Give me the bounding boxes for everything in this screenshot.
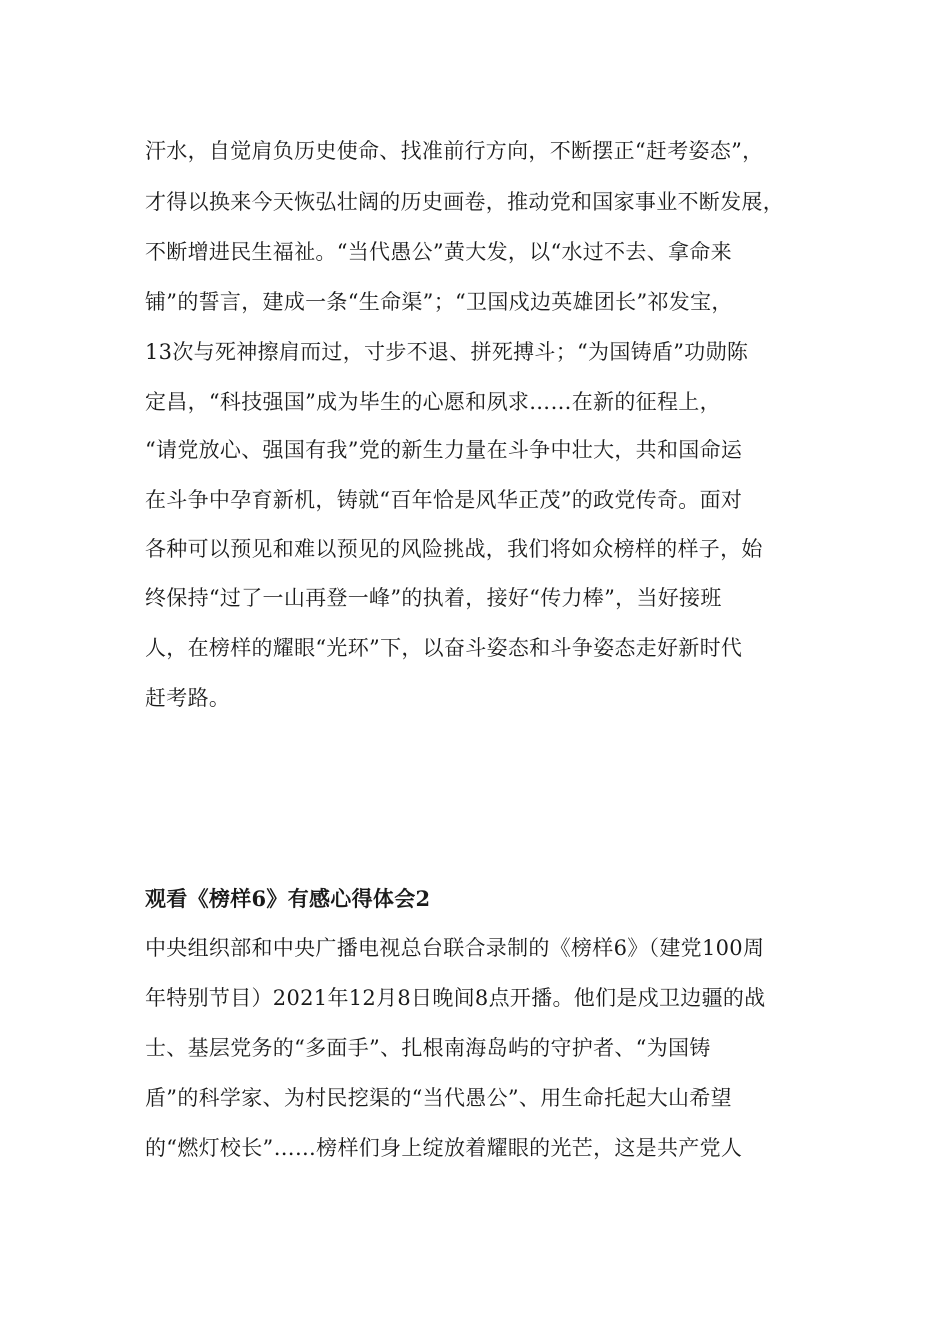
paragraph-line: 人，在榜样的耀眼“光环”下，以奋斗姿态和斗争姿态走好新时代 (145, 636, 743, 660)
paragraph-line: 年特别节目）2021年12月8日晚间8点开播。他们是戍卫边疆的战 (145, 986, 766, 1010)
paragraph-line: 各种可以预见和难以预见的风险挑战，我们将如众榜样的样子，始 (145, 537, 763, 561)
paragraph-line: 终保持“过了一山再登一峰”的执着，接好“传力棒”，当好接班 (145, 586, 722, 610)
paragraph-line: 中央组织部和中央广播电视总台联合录制的《榜样6》（建党100周 (145, 936, 765, 960)
paragraph-line: 不断增进民生福祉。“当代愚公”黄大发，以“水过不去、拿命来 (145, 240, 732, 264)
paragraph-line: 铺”的誓言，建成一条“生命渠”；“卫国戍边英雄团长”祁发宝， (145, 290, 733, 314)
paragraph-line: 士、基层党务的“多面手”、扎根南海岛屿的守护者、“为国铸 (145, 1036, 711, 1060)
paragraph-line: 在斗争中孕育新机，铸就“百年恰是风华正茂”的政党传奇。面对 (145, 488, 743, 512)
paragraph-line: 盾”的科学家、为村民挖渠的“当代愚公”、用生命托起大山希望 (145, 1086, 732, 1110)
paragraph-line: 的“燃灯校长”……榜样们身上绽放着耀眼的光芒，这是共产党人 (145, 1136, 743, 1160)
paragraph-line: 赶考路。 (145, 686, 231, 710)
paragraph-line: 汗水，自觉肩负历史使命、找准前行方向，不断摆正“赶考姿态”， (145, 139, 764, 163)
paragraph-line: 定昌，“科技强国”成为毕生的心愿和夙求……在新的征程上， (145, 390, 721, 414)
section-heading: 观看《榜样6》有感心得体会2 (145, 886, 431, 911)
paragraph-line: 13次与死神擦肩而过，寸步不退、拼死搏斗；“为国铸盾”功勋陈 (145, 340, 749, 364)
paragraph-line: 才得以换来今天恢弘壮阔的历史画卷，推动党和国家事业不断发展， (145, 190, 784, 214)
paragraph-line: “请党放心、强国有我”党的新生力量在斗争中壮大，共和国命运 (145, 438, 743, 462)
